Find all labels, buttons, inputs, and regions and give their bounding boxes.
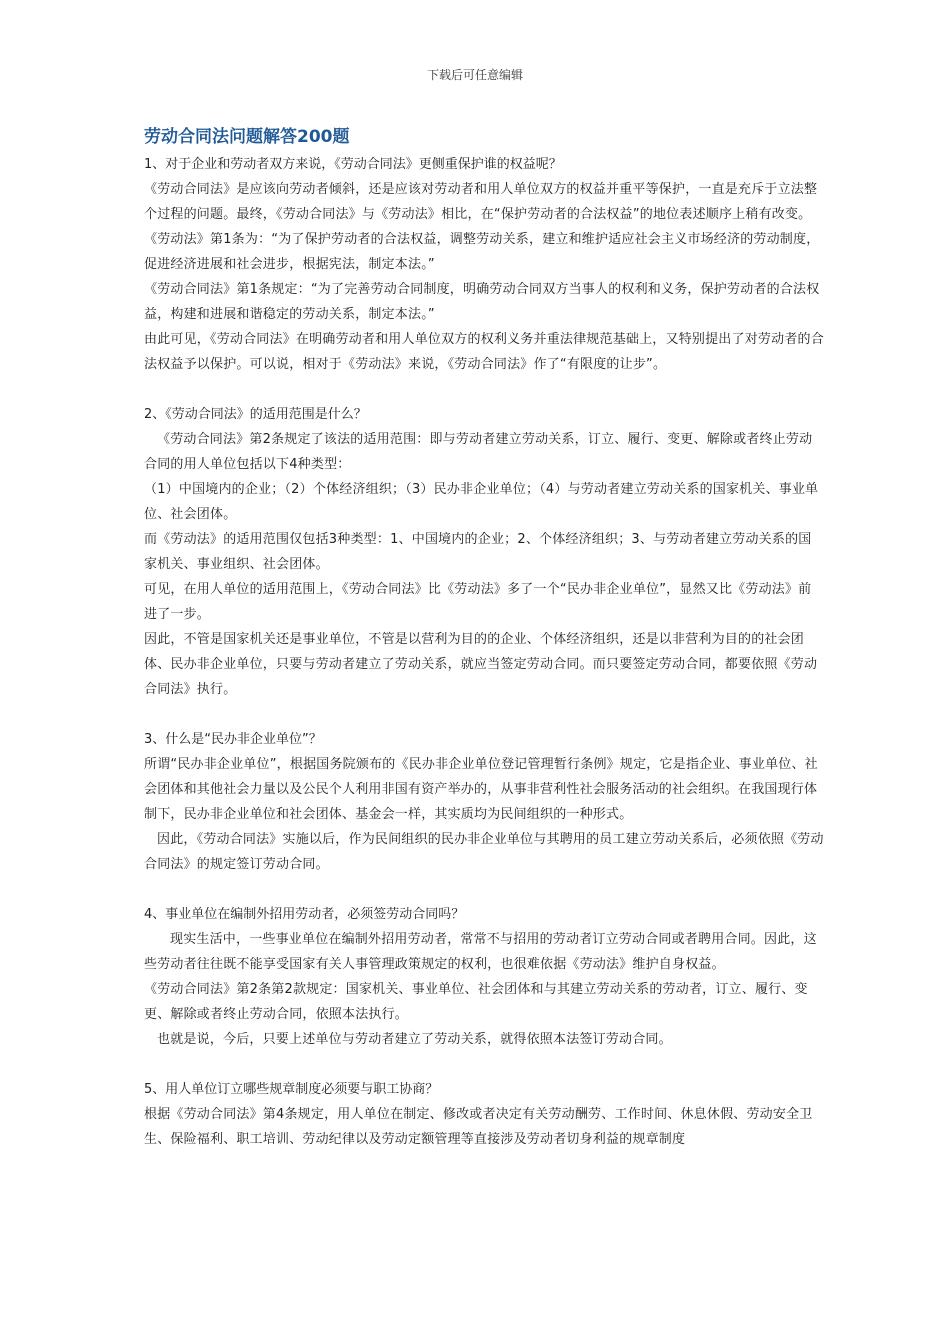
document-body [144,126,824,1152]
paragraph: 由此可见，《劳动合同法》在明确劳动者和用人单位双方的权利义务并重法律规范基础上，又特别提出了对劳动者的合法权益予以保护。可以说，相对于《劳动法》来说，《劳动合同法》作了“有限度的让步”。 [144,332,824,372]
paragraph: （1）中国境内的企业；（2）个体经济组织；（3）民办非企业单位；（4）与劳动者建立劳动关系的国家机关、事业单位、社会团体。 [144,482,819,522]
paragraph: 《劳动法》第1条为：“为了保护劳动者的合法权益，调整劳动关系，建立和维护适应社会主义市场经济的劳动制度，促进经济进展和社会进步，根据宪法，制定本法。” [144,232,820,272]
section-3 [144,727,824,877]
section-5 [144,1077,824,1152]
paragraph: 也就是说，今后，只要上述单位与劳动者建立了劳动关系，就得依照本法签订劳动合同。 [157,1032,672,1047]
paragraph: 所谓“民办非企业单位”，根据国务院颁布的《民办非企业单位登记管理暂行条例》规定，它是指企业、事业单位、社会团体和其他社会力量以及公民个人利用非国有资产举办的，从事非营利性社会服务活动的社会组织。在我国现行体制下，民办非企业单位和社会团体、基金会一样，其实质均为民间组织的一种形式。 [144,757,818,822]
section-1 [144,152,824,377]
question-2: 2、《劳动合同法》的适用范围是什么？ [144,407,367,422]
section-4 [144,902,824,1052]
paragraph: 《劳动合同法》第2条第2款规定：国家机关、事业单位、社会团体和与其建立劳动关系的劳动者，订立、履行、变更、解除或者终止劳动合同，依照本法执行。 [144,982,808,1022]
document-title: 劳动合同法问题解答200题 [144,127,350,147]
question-5: 5、用人单位订立哪些规章制度必须要与职工协商？ [144,1082,439,1097]
paragraph: 因此，不管是国家机关还是事业单位，不管是以营利为目的的企业、个体经济组织，还是以非营利为目的的社会团体、民办非企业单位，只要与劳动者建立了劳动关系，就应当签定劳动合同。而只要签定劳动合同，都要依照《劳动合同法》执行。 [144,632,818,697]
paragraph: 《劳动合同法》第1条规定：“为了完善劳动合同制度，明确劳动合同双方当事人的权利和义务，保护劳动者的合法权益，构建和进展和谐稳定的劳动关系，制定本法。” [144,282,820,322]
header-note: 下载后可任意编辑 [426,68,523,82]
paragraph: 《劳动合同法》第2条规定了该法的适用范围：即与劳动者建立劳动关系，订立、履行、变更、解除或者终止劳动合同的用人单位包括以下4种类型： [144,432,813,472]
question-1: 1、对于企业和劳动者双方来说，《劳动合同法》更侧重保护谁的权益呢？ [144,157,562,172]
paragraph: 《劳动合同法》是应该向劳动者倾斜，还是应该对劳动者和用人单位双方的权益并重平等保护，一直是充斥于立法整个过程的问题。最终，《劳动合同法》与《劳动法》相比，在“保护劳动者的合法权益”的地位表述顺序上稍有改变。 [144,182,818,222]
section-2 [144,402,824,702]
paragraph: 因此，《劳动合同法》实施以后，作为民间组织的民办非企业单位与其聘用的员工建立劳动关系后，必须依照《劳动合同法》的规定签订劳动合同。 [144,832,824,872]
question-3: 3、什么是“民办非企业单位”？ [144,732,322,747]
question-4: 4、事业单位在编制外招用劳动者，必须签劳动合同吗？ [144,907,465,922]
paragraph: 可见，在用人单位的适用范围上，《劳动合同法》比《劳动法》多了一个“民办非企业单位”，显然又比《劳动法》前进了一步。 [144,582,812,622]
paragraph: 现实生活中，一些事业单位在编制外招用劳动者，常常不与招用的劳动者订立劳动合同或者聘用合同。因此，这些劳动者往往既不能享受国家有关人事管理政策规定的权利，也很难依据《劳动法》维护自身权益。 [144,932,817,972]
paragraph: 根据《劳动合同法》第4条规定，用人单位在制定、修改或者决定有关劳动酬劳、工作时间、休息休假、劳动安全卫生、保险福利、职工培训、劳动纪律以及劳动定额管理等直接涉及劳动者切身利益的规章制度 [144,1107,813,1147]
paragraph: 而《劳动法》的适用范围仅包括3种类型：1、中国境内的企业；2、个体经济组织；3、与劳动者建立劳动关系的国家机关、事业组织、社会团体。 [144,532,812,572]
